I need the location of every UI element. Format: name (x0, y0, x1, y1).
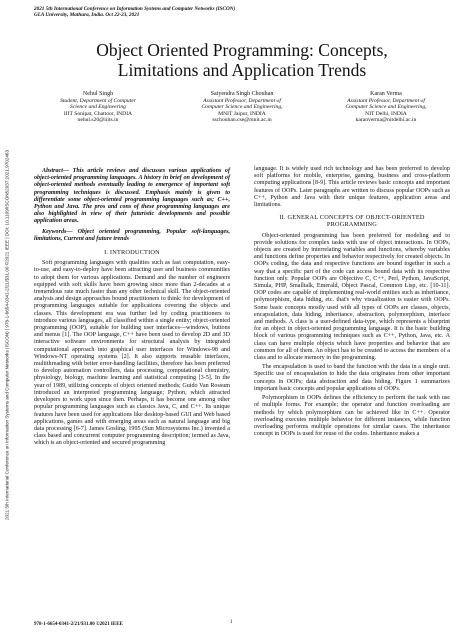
keywords-body: Object oriented programming, Popular soft-languages, limitations, Current and future trends (34, 228, 230, 242)
copyright-footer: 978-1-6654-0341-2/21/$31.00 ©2021 IEEE (34, 622, 123, 627)
author-block (34, 91, 450, 124)
section-heading-concepts (254, 214, 450, 228)
author-1 (34, 91, 162, 124)
author-inst: IIIT Sonipat, Chattoor, INDIA (63, 110, 133, 117)
section-heading-line-1: II. GENERAL CONCEPTS OF OBJECT-ORIENTED (279, 214, 425, 222)
side-citation-strip (2, 40, 12, 630)
section-heading-introduction: I. INTRODUCTION (104, 249, 160, 257)
conference-venue: GLA University, Mathura, India. Oct 22-23, 2021 (34, 12, 140, 19)
author-dept: Science and Engineering (70, 104, 126, 111)
title-line-2: Limitations and Application Trends (117, 60, 367, 80)
paragraph: Polymorphism in OOPs defines the efficiency to perform the task with use of multiple forms. For example; the operator and function overloading are methods by which polymorphism can be achieved like in C++. Operator overloading executes multiple behavior for different instances, while function overloading performs multiple operations for similar cases. The inheritance concept in OOPs is used for reuse of the codes. Inheritance makes a (254, 395, 450, 438)
paragraph: The encapsulation is used to band the function with the data in a single unit. Specific use of encapsulation to hide the data originates from other important concepts in OOPs; data abstraction and data hiding. Figure 1 summarizes important basic concepts and popular applications of OOPs. (254, 364, 450, 392)
conference-name: 2021 5th International Conference on Information Systems and Computer Networks (ISCON) (34, 6, 236, 12)
author-inst: MNIT Jaipur, INDIA (218, 110, 266, 117)
author-dept: Computer Science and Engineering, (345, 104, 427, 111)
author-email[interactable]: nehul.s20@iiits.in (77, 117, 119, 124)
author-inst: NIT Delhi, INDIA (365, 110, 407, 117)
page-number: 1 (230, 620, 233, 625)
left-column (34, 168, 230, 450)
author-dept: Computer Science and Engineering, (201, 104, 283, 111)
right-column (254, 166, 450, 440)
paragraph: Soft programming languages with qualities such as fast computation, easy-to-use, and easy-to-deploy have been attracting user and business communities to adopt them for various applications. Demand and the number of engineers equipped with soft skills have been growing since more than 2-decades at a tremendous rate much faster than any other technical skill. The object-oriented analysis and design approaches bound practitioners to think: for development of programming languages suitable for applications covering the objects and classes. This development era was further led by coding practitioners to introduce various languages, all classified within a single entity; object-oriented programming (OOP), suitable for building user interfaces—windows, buttons and menus [1]. The OOP language, C++ have been used to develop 2D and 3D interactive software environments for structural analysis by integrated computational approach into graphical user interfaces for Windows-98 and Windows-NT operating systems [2]. It also supports reusable interfaces, multithreading with better error-handling facilities, therefore has been preferred to develop automation controllers, data processing, computational chemistry, physiology, biology, machine learning and statistical computing [3-5]. In the year of 1989, utilizing concepts of object oriented methods; Guido Van Rossum introduced an interpreted programming language; Python, which attracted developers to work upon since then. Perhaps, it has become one among other popular programming languages such as classics Java, C, and C++. Its unique features have been used for applications like desktop-based GUI and Web based applications, games and with emerging areas such as natural language and big data processing [6-7]. James Gosling, 1995 (Sun Microsystems Inc.) invented a class based and concurrent computer programming description; termed as Java, which is an object-oriented and secured programming (34, 260, 230, 447)
author-role: Student, Department of Computer (60, 97, 136, 104)
conference-header (34, 6, 235, 18)
author-2 (178, 91, 306, 124)
keywords-lead: Keywords— (42, 228, 78, 235)
abstract (34, 168, 230, 226)
paper-title (34, 40, 450, 80)
author-name: Satyendra Singh Chouhan (210, 91, 274, 97)
author-role: Assistant Professor, Department of (347, 97, 425, 104)
side-citation-text: 2021 5th International Conference on Information Systems and Computer Networks (ISCON) | 978-1-6654-0341-2/21/$31.00 ©2021 IEEE | DOI: 10.1109/ISCON52037.2021.9702463 (4, 149, 10, 521)
paragraph: language. It is widely used rich technology and has been preferred to develop soft platforms for mobile, enterprise, gaming, business and cross-platform computing applications [8-9]. This article reviews basic concepts and important features of OOPs. Later paragraphs are written to discuss popular OOPs such as C++, Python and Java with their unique features, application areas and limitations. (254, 166, 450, 209)
abstract-lead: Abstract— (42, 168, 70, 174)
author-name: Karan Verma (370, 91, 402, 97)
keywords (34, 229, 230, 243)
paragraph: Object-oriented programming has been preferred for modeling and to provide solutions for complex tasks with use of object interactions. In OOPs, objects are created by interrelating variables and functions, whereby variables and functions define properties and behavior respectively for created objects. In OOPs coding, the data and respective functions are bound together in such a way that a specific part of the code can access bound data with its respective function only. Popular OOPs are Objective C, C++, Perl, Python, JavaScript, Simula, PHP, Smalltalk, Emerald, Object Pascal, Common Lisp, etc. [10-11]. OOP codes are capable of implementing real-world entities such as inheritance, polymorphism, data hiding, etc. that's why visualization is easier with OOPs. Some basic concepts mostly used with all types of OOPs are classes, objects, encapsulation, data hiding, inheritance, abstraction, polymorphism, interface and methods. A class is a user-defined data-type, which represents a blueprint for an object in object-oriented programming language. It is the basic building block of various programming techniques such as C++, Python, Java, etc. A class can have multiple objects which have properties and behavior that are common for all of them. An object has to be created to access the members of a class and to allocate memory in the programming. (254, 232, 450, 362)
abstract-body: This article reviews and discusses various applications of object-oriented programming languages. A history in brief on development of object-oriented methods eventually leading to emergence of important soft programming techniques is discussed. Emphasis mainly is given to differentiate some object-oriented programming languages such as; C++, Python and Java. The pros and cons of these programming languages are also highlighted in view of their futuristic developments and possible application areas. (34, 168, 230, 225)
author-3 (322, 91, 450, 124)
title-line-1: Object Oriented Programming: Concepts, (96, 40, 388, 60)
author-email[interactable]: karanverma@nitdelhi.ac.in (355, 117, 417, 124)
author-name: Nehul Singh (82, 91, 114, 97)
author-email[interactable]: sschouhan.cse@mnit.ac.in (212, 117, 272, 124)
author-role: Assistant Professor, Department of (203, 97, 281, 104)
section-heading-line-2: PROGRAMMING (326, 221, 378, 229)
